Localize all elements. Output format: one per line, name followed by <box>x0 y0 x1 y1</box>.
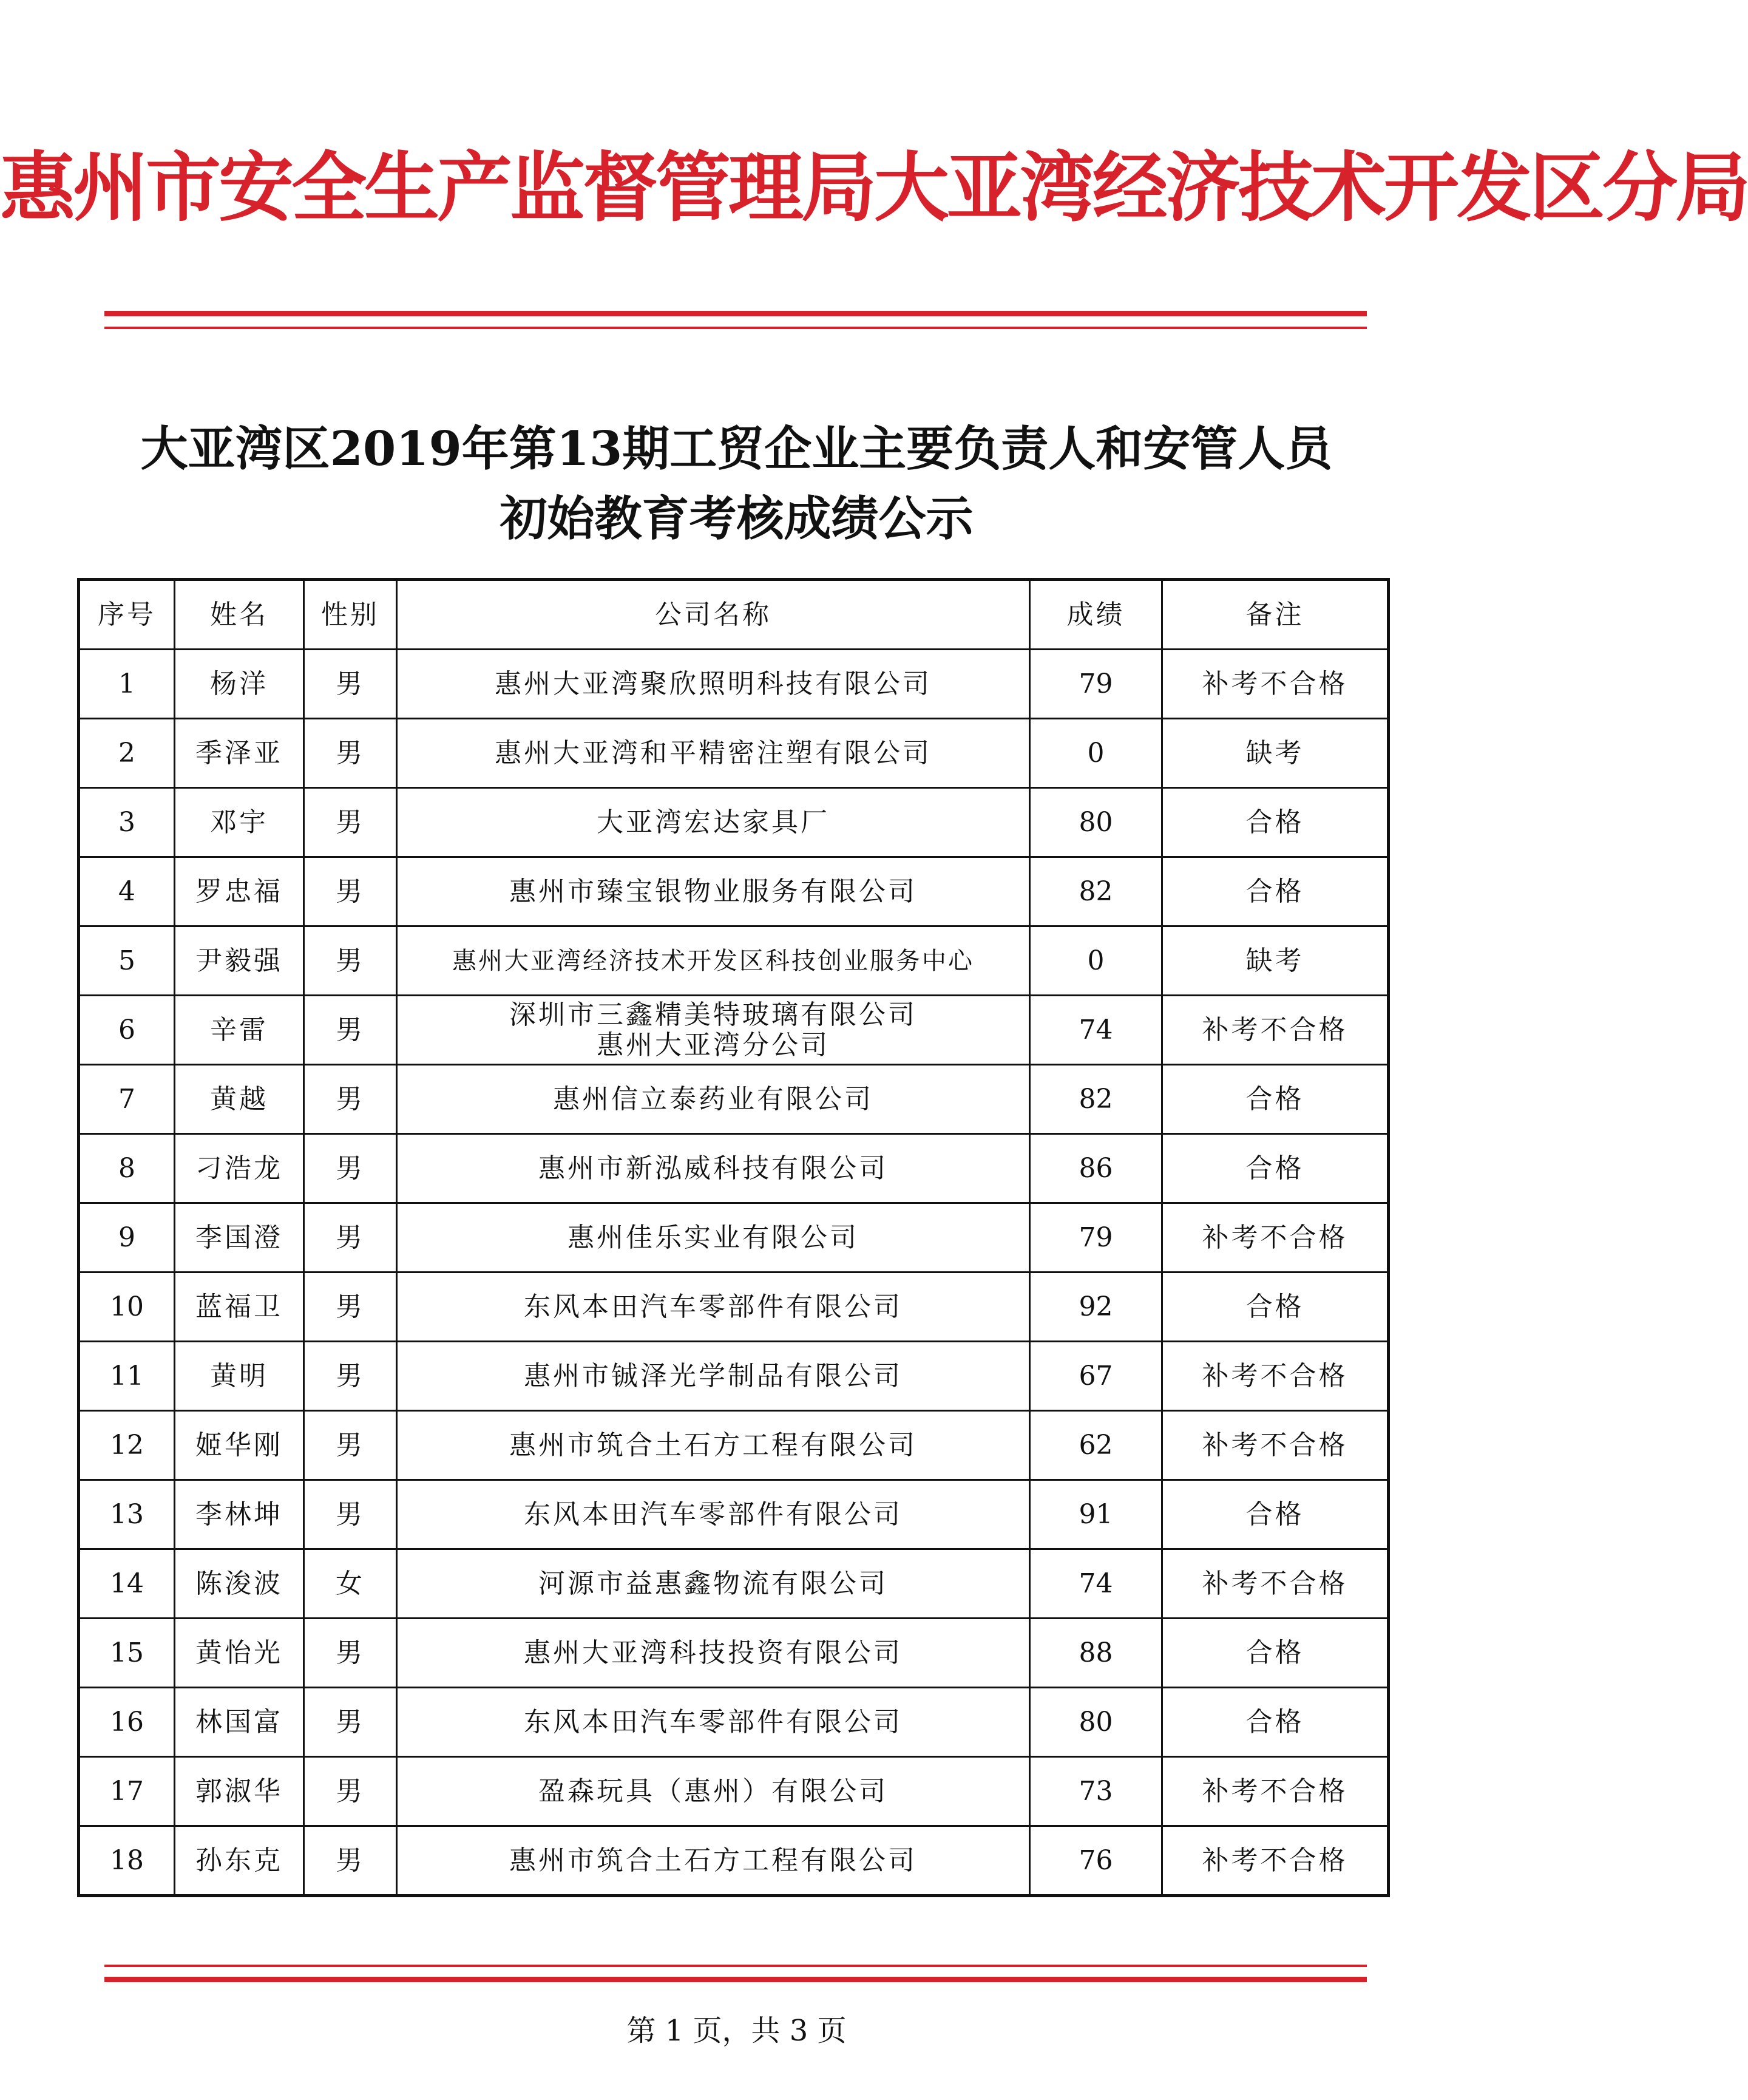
table-row <box>79 788 1389 857</box>
table-row <box>79 719 1389 788</box>
cell-remark: 补考不合格 <box>1162 996 1389 1065</box>
cell-seq: 10 <box>79 1273 175 1342</box>
cell-gender: 女 <box>304 1549 397 1619</box>
company-name-line: 深圳市三鑫精美特玻璃有限公司 <box>509 999 917 1030</box>
table-row <box>79 1619 1389 1688</box>
cell-seq: 14 <box>79 1549 175 1619</box>
letterhead-rule-thick <box>104 311 1367 316</box>
cell-gender: 男 <box>304 788 397 857</box>
cell-score: 86 <box>1030 1134 1162 1203</box>
company-name-line: 惠州市筑合土石方工程有限公司 <box>509 1844 917 1876</box>
company-name-line: 盈森玩具（惠州）有限公司 <box>538 1775 888 1807</box>
cell-seq: 3 <box>79 788 175 857</box>
footer-rule-thick <box>104 1977 1367 1982</box>
company-name-line: 东风本田汽车零部件有限公司 <box>524 1706 903 1738</box>
cell-score: 74 <box>1030 996 1162 1065</box>
cell-gender: 男 <box>304 1826 397 1896</box>
cell-seq: 7 <box>79 1065 175 1134</box>
table-row <box>79 996 1389 1065</box>
cell-seq: 16 <box>79 1688 175 1757</box>
cell-name: 黄明 <box>175 1342 304 1411</box>
table-header-row <box>79 580 1389 650</box>
cell-name: 辛雷 <box>175 996 304 1065</box>
cell-remark: 补考不合格 <box>1162 1549 1389 1619</box>
cell-gender: 男 <box>304 1134 397 1203</box>
cell-name: 郭淑华 <box>175 1757 304 1826</box>
cell-gender: 男 <box>304 1273 397 1342</box>
company-name-line: 惠州市臻宝银物业服务有限公司 <box>509 875 917 907</box>
company-name-line: 东风本田汽车零部件有限公司 <box>524 1498 903 1530</box>
cell-remark: 合格 <box>1162 1688 1389 1757</box>
cell-gender: 男 <box>304 996 397 1065</box>
cell-score: 62 <box>1030 1411 1162 1480</box>
cell-score: 82 <box>1030 857 1162 926</box>
cell-seq: 13 <box>79 1480 175 1549</box>
cell-gender: 男 <box>304 1688 397 1757</box>
cell-score: 79 <box>1030 1203 1162 1273</box>
cell-name: 林国富 <box>175 1688 304 1757</box>
cell-name: 杨洋 <box>175 650 304 719</box>
cell-remark: 补考不合格 <box>1162 1203 1389 1273</box>
cell-score: 0 <box>1030 719 1162 788</box>
cell-seq: 4 <box>79 857 175 926</box>
cell-company <box>397 1065 1030 1134</box>
company-name-line: 河源市益惠鑫物流有限公司 <box>538 1568 888 1599</box>
table-row <box>79 1688 1389 1757</box>
header-name: 姓名 <box>175 580 304 650</box>
cell-score: 92 <box>1030 1273 1162 1342</box>
cell-remark: 合格 <box>1162 788 1389 857</box>
cell-company <box>397 719 1030 788</box>
company-name-line: 惠州大亚湾科技投资有限公司 <box>524 1637 903 1668</box>
cell-gender: 男 <box>304 650 397 719</box>
cell-name: 陈浚波 <box>175 1549 304 1619</box>
cell-score: 73 <box>1030 1757 1162 1826</box>
cell-remark: 合格 <box>1162 1273 1389 1342</box>
results-table <box>77 578 1390 1897</box>
cell-gender: 男 <box>304 1757 397 1826</box>
cell-company <box>397 1342 1030 1411</box>
cell-seq: 15 <box>79 1619 175 1688</box>
header-company: 公司名称 <box>397 580 1030 650</box>
cell-remark: 补考不合格 <box>1162 1342 1389 1411</box>
cell-company <box>397 1134 1030 1203</box>
cell-remark: 补考不合格 <box>1162 1757 1389 1826</box>
cell-name: 李林坤 <box>175 1480 304 1549</box>
cell-company <box>397 1619 1030 1688</box>
cell-company <box>397 1411 1030 1480</box>
cell-remark: 缺考 <box>1162 719 1389 788</box>
cell-name: 季泽亚 <box>175 719 304 788</box>
table-row <box>79 1411 1389 1480</box>
letterhead-rule-thin <box>104 327 1367 329</box>
cell-company <box>397 650 1030 719</box>
company-name-line: 惠州大亚湾和平精密注塑有限公司 <box>495 737 932 769</box>
cell-gender: 男 <box>304 1342 397 1411</box>
cell-gender: 男 <box>304 1203 397 1273</box>
cell-remark: 合格 <box>1162 1480 1389 1549</box>
table-row <box>79 1065 1389 1134</box>
cell-score: 79 <box>1030 650 1162 719</box>
table-row <box>79 1757 1389 1826</box>
cell-name: 尹毅强 <box>175 926 304 996</box>
document-title-line2: 初始教育考核成绩公示 <box>500 491 974 546</box>
cell-company <box>397 1826 1030 1896</box>
company-name-line: 惠州信立泰药业有限公司 <box>553 1083 873 1115</box>
header-gender: 性别 <box>304 580 397 650</box>
cell-score: 67 <box>1030 1342 1162 1411</box>
cell-remark: 补考不合格 <box>1162 650 1389 719</box>
table-row <box>79 650 1389 719</box>
cell-seq: 12 <box>79 1411 175 1480</box>
cell-seq: 5 <box>79 926 175 996</box>
table-row <box>79 1134 1389 1203</box>
company-name-line2: 惠州大亚湾分公司 <box>597 1029 830 1061</box>
company-name-line: 惠州大亚湾聚欣照明科技有限公司 <box>495 668 932 699</box>
cell-company <box>397 788 1030 857</box>
table-row <box>79 1342 1389 1411</box>
table-row <box>79 857 1389 926</box>
cell-company <box>397 1688 1030 1757</box>
company-name-line: 大亚湾宏达家具厂 <box>597 806 830 838</box>
table-row <box>79 926 1389 996</box>
cell-remark: 合格 <box>1162 857 1389 926</box>
cell-name: 孙东克 <box>175 1826 304 1896</box>
cell-name: 蓝福卫 <box>175 1273 304 1342</box>
cell-remark: 补考不合格 <box>1162 1826 1389 1896</box>
cell-remark: 合格 <box>1162 1619 1389 1688</box>
company-name-line: 惠州市新泓威科技有限公司 <box>538 1152 888 1184</box>
cell-name: 刁浩龙 <box>175 1134 304 1203</box>
cell-name: 李国澄 <box>175 1203 304 1273</box>
table-row <box>79 1273 1389 1342</box>
cell-company <box>397 1480 1030 1549</box>
cell-score: 88 <box>1030 1619 1162 1688</box>
cell-company <box>397 857 1030 926</box>
footer-rule-thin <box>104 1965 1367 1967</box>
cell-seq: 17 <box>79 1757 175 1826</box>
cell-score: 80 <box>1030 1688 1162 1757</box>
cell-score: 91 <box>1030 1480 1162 1549</box>
cell-gender: 男 <box>304 926 397 996</box>
cell-company <box>397 926 1030 996</box>
cell-score: 0 <box>1030 926 1162 996</box>
cell-remark: 合格 <box>1162 1134 1389 1203</box>
cell-remark: 缺考 <box>1162 926 1389 996</box>
cell-score: 74 <box>1030 1549 1162 1619</box>
company-name-line: 惠州市筑合土石方工程有限公司 <box>509 1429 917 1461</box>
document-title-line1: 大亚湾区2019年第13期工贸企业主要负责人和安管人员 <box>140 421 1333 477</box>
cell-seq: 2 <box>79 719 175 788</box>
cell-remark: 补考不合格 <box>1162 1411 1389 1480</box>
cell-seq: 9 <box>79 1203 175 1273</box>
cell-company <box>397 1203 1030 1273</box>
cell-company <box>397 1549 1030 1619</box>
company-name-line: 惠州市铖泽光学制品有限公司 <box>524 1360 903 1392</box>
table-row <box>79 1203 1389 1273</box>
cell-gender: 男 <box>304 1065 397 1134</box>
cell-seq: 8 <box>79 1134 175 1203</box>
cell-seq: 18 <box>79 1826 175 1896</box>
cell-company <box>397 1273 1030 1342</box>
cell-gender: 男 <box>304 719 397 788</box>
company-name-line: 惠州佳乐实业有限公司 <box>567 1222 859 1253</box>
cell-gender: 男 <box>304 1480 397 1549</box>
company-name-line: 惠州大亚湾经济技术开发区科技创业服务中心 <box>452 946 974 975</box>
header-remark: 备注 <box>1162 580 1389 650</box>
cell-seq: 6 <box>79 996 175 1065</box>
company-name-line: 东风本田汽车零部件有限公司 <box>524 1291 903 1322</box>
header-seq: 序号 <box>79 580 175 650</box>
cell-company <box>397 1757 1030 1826</box>
cell-name: 邓宇 <box>175 788 304 857</box>
cell-name: 黄越 <box>175 1065 304 1134</box>
cell-score: 82 <box>1030 1065 1162 1134</box>
cell-score: 80 <box>1030 788 1162 857</box>
cell-gender: 男 <box>304 1411 397 1480</box>
cell-name: 姬华刚 <box>175 1411 304 1480</box>
table-row <box>79 1549 1389 1619</box>
cell-score: 76 <box>1030 1826 1162 1896</box>
page-number: 第 1 页，共 3 页 <box>626 2014 847 2048</box>
cell-name: 黄怡光 <box>175 1619 304 1688</box>
cell-gender: 男 <box>304 1619 397 1688</box>
cell-seq: 1 <box>79 650 175 719</box>
cell-seq: 11 <box>79 1342 175 1411</box>
cell-name: 罗忠福 <box>175 857 304 926</box>
cell-gender: 男 <box>304 857 397 926</box>
letterhead-issuer: 惠州市安全生产监督管理局大亚湾经济技术开发区分局 <box>0 144 1748 232</box>
table-row <box>79 1480 1389 1549</box>
table-row <box>79 1826 1389 1896</box>
cell-company <box>397 996 1030 1065</box>
header-score: 成绩 <box>1030 580 1162 650</box>
cell-remark: 合格 <box>1162 1065 1389 1134</box>
